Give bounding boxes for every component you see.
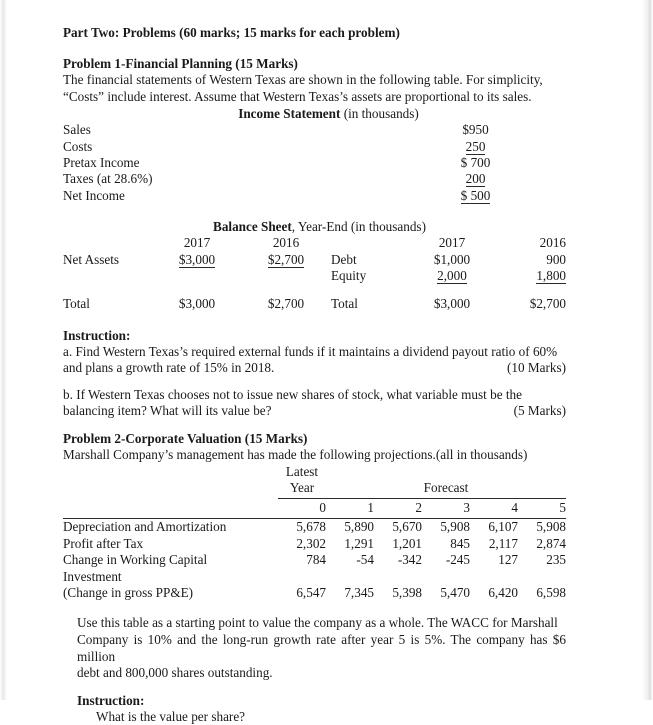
group-blank [518, 464, 566, 480]
income-statement-title-rest: (in thousands) [340, 106, 419, 122]
problem1-question-b-line2: balancing item? What will its value be? [63, 403, 272, 419]
table-row [63, 536, 566, 552]
balance-sheet-title-rest: , Year-End (in thousands) [291, 219, 426, 235]
row-value: 7,345 [344, 585, 374, 600]
column-header: 4 [511, 500, 518, 516]
balance-sheet-right-2016 [495, 268, 566, 285]
income-row-value [385, 122, 566, 138]
table-row [63, 296, 566, 313]
row-value [422, 569, 470, 585]
column-header: 3 [463, 500, 470, 516]
balance-sheet-left-2017-text: $3,000 [178, 251, 216, 267]
problem1-intro-line2: “Costs” include interest. Assume that Western Texas’s assets are proportional to its sales. [63, 88, 532, 104]
income-statement-title-bold: Income Statement [238, 106, 341, 122]
table-row [63, 552, 566, 568]
income-statement-table [63, 122, 566, 204]
problem1-question-a-marks: (10 Marks) [507, 360, 566, 376]
problem2-intro: Marshall Company’s management has made the following projections.(all in thousands) [63, 446, 528, 462]
balance-sheet-left-header-2017: 2017 [183, 235, 211, 251]
problem2-heading: Problem 2-Corporate Valuation (15 Marks) [63, 430, 308, 446]
income-row-value [385, 139, 566, 155]
balance-sheet-left-2017 [153, 252, 241, 269]
balance-sheet-left-label [63, 268, 153, 285]
row-label: Depreciation and Amortization [63, 519, 227, 535]
row-value: -342 [397, 552, 422, 568]
balance-sheet-title [63, 218, 566, 235]
row-value: 127 [498, 552, 518, 568]
column-header-corner [63, 499, 278, 517]
table-row [63, 519, 566, 536]
row-value: 6,420 [488, 585, 518, 600]
income-statement-title [63, 105, 566, 122]
group-label-forecast: Forecast [423, 479, 469, 495]
balance-sheet-right-2017: $3,000 [433, 296, 471, 311]
problem2-closing-line3: debt and 800,000 shares outstanding. [77, 665, 273, 681]
income-row-label: Sales [63, 122, 91, 138]
part-two-heading: Part Two: Problems (60 marks; 15 marks for each problem) [63, 25, 400, 40]
balance-sheet-spacer-row [63, 285, 566, 296]
problem2-group-latest-row [63, 464, 566, 480]
table-row [63, 171, 566, 187]
spacer-cell [331, 285, 409, 296]
problem2-projections-table [63, 464, 566, 602]
spacer-cell [409, 285, 495, 296]
table-row [63, 139, 566, 155]
row-label: Investment [63, 568, 122, 584]
problem1-heading: Problem 1-Financial Planning (15 Marks) [63, 56, 298, 71]
balance-sheet-right-2016-text: 1,800 [536, 268, 566, 284]
balance-sheet-left-2016-text: $2,700 [267, 251, 305, 267]
balance-sheet-left-2017: $3,000 [178, 296, 216, 311]
balance-sheet-corner [63, 235, 153, 252]
problem2-closing-block [63, 615, 566, 725]
row-label: (Change in gross PP&E) [63, 585, 194, 600]
balance-sheet-right-header-2016: 2016 [539, 235, 566, 251]
column-header: 1 [367, 500, 374, 516]
row-value: 5,398 [392, 585, 422, 600]
table-row [63, 155, 566, 171]
balance-sheet-left-label: Total [63, 296, 90, 311]
group-corner [63, 464, 278, 480]
balance-sheet-right-2017: $1,000 [433, 251, 471, 267]
income-row-label: Taxes (at 28.6%) [63, 171, 153, 187]
group-blank [374, 464, 422, 480]
income-row-label: Costs [63, 138, 93, 154]
row-value: 784 [306, 552, 326, 568]
income-row-value [385, 155, 566, 171]
balance-sheet-right-label: Total [331, 296, 358, 311]
row-value: 5,890 [344, 519, 374, 535]
income-row-value-text: $ 700 [460, 155, 491, 170]
problem1-instruction-heading: Instruction: [63, 327, 131, 343]
row-value: 235 [546, 552, 566, 568]
problem2-table-wrap [63, 464, 566, 602]
table-row [63, 122, 566, 138]
spacer-cell [63, 285, 153, 296]
income-row-value-text: 250 [465, 138, 486, 154]
problem2-closing-line2: Company is 10% and the long-run growth rate after year 5 is 5%. The company has $6 million [77, 632, 566, 664]
row-value [278, 569, 326, 585]
income-row-value-text: 200 [465, 171, 486, 187]
balance-sheet-left-label: Net Assets [63, 251, 120, 267]
balance-sheet-right-2017-text: 2,000 [437, 268, 467, 284]
problem1-question-a-line2: and plans a growth rate of 15% in 2018. [63, 360, 275, 376]
problem2-closing-line1: Use this table as a starting point to value the company as a whole. The WACC for Marshall [77, 615, 558, 631]
balance-sheet-left-2016 [241, 252, 331, 269]
group-blank [470, 464, 518, 480]
balance-sheet-left-2016: $2,700 [267, 296, 305, 311]
problem1-intro-line1: The financial statements of Western Texas are shown in the following table. For simplicity, [63, 72, 543, 87]
row-value: 5,670 [392, 519, 422, 535]
document-content [63, 24, 566, 725]
spacer-cell [495, 285, 566, 296]
table-row [63, 569, 566, 585]
row-value: 6,598 [536, 585, 566, 600]
balance-sheet-left-header-2016: 2016 [272, 235, 300, 251]
group-blank [326, 464, 374, 480]
row-value: 2,874 [536, 535, 566, 551]
row-label: Change in Working Capital [63, 552, 208, 568]
column-header: 5 [559, 500, 566, 516]
group-corner [63, 480, 278, 496]
balance-sheet-left-2017 [153, 268, 241, 285]
balance-sheet-left-2016 [241, 268, 331, 285]
row-value: 5,678 [296, 519, 326, 535]
balance-sheet-right-label: Equity [331, 268, 367, 284]
problem2-instruction-heading: Instruction: [77, 692, 145, 708]
problem1-question-b-marks: (5 Marks) [513, 403, 566, 419]
column-header: 0 [319, 500, 326, 516]
column-header: 2 [415, 500, 422, 516]
spacer-cell [153, 285, 241, 296]
problem1-question-a-line1: a. Find Western Texas’s required external funds if it maintains a dividend payout ratio of 60% [63, 343, 558, 359]
income-row-value-text: $ 500 [460, 187, 491, 203]
table-row [63, 188, 566, 204]
row-value: 6,107 [488, 519, 518, 535]
group-label-year: Year [289, 479, 315, 495]
income-row-value [385, 171, 566, 187]
row-value: 1,291 [344, 535, 374, 551]
problem1-question-b-line2-row [63, 403, 566, 420]
balance-sheet-table [63, 235, 566, 312]
row-value: 5,908 [440, 519, 470, 535]
balance-sheet-right-header-2017: 2017 [438, 235, 466, 251]
group-label-latest: Latest [285, 463, 319, 479]
problem1-question-a-line2-row [63, 360, 566, 377]
row-value: -245 [445, 552, 470, 568]
row-value [518, 569, 566, 585]
row-value [326, 569, 374, 585]
balance-sheet-title-bold: Balance Sheet [213, 219, 292, 235]
problem1-question-b-line1: b. If Western Texas chooses not to issue new shares of stock, what variable must be the [63, 386, 522, 402]
income-row-label: Net Income [63, 187, 125, 203]
row-value: -54 [356, 552, 374, 568]
row-value: 845 [450, 535, 470, 551]
balance-sheet-header-row [63, 235, 566, 252]
row-value: 2,302 [296, 535, 326, 551]
spacer-cell [241, 285, 331, 296]
row-value [374, 569, 422, 585]
problem2-column-header-row [63, 499, 566, 517]
table-row [63, 252, 566, 269]
income-row-value [385, 188, 566, 204]
row-value: 2,117 [488, 535, 518, 551]
balance-sheet-right-label: Debt [331, 251, 357, 267]
income-row-value-text: $950 [462, 122, 489, 138]
balance-sheet-right-2016: 900 [546, 251, 566, 267]
row-label: Profit after Tax [63, 535, 144, 551]
balance-sheet-right-2017 [409, 268, 495, 285]
problem2-group-year-forecast-row [63, 480, 566, 496]
income-row-label: Pretax Income [63, 155, 140, 170]
row-value: 5,908 [536, 519, 566, 535]
table-row [63, 585, 566, 601]
page-right-edge-shadow [642, 0, 653, 700]
group-blank [422, 464, 470, 480]
row-value: 1,201 [392, 535, 422, 551]
balance-sheet-right-corner [331, 235, 409, 252]
page-left-edge-shadow [0, 0, 7, 700]
problem2-question: What is the value per share? [96, 708, 246, 724]
row-value [470, 569, 518, 585]
row-value: 6,547 [296, 585, 326, 600]
table-row [63, 268, 566, 285]
row-value: 5,470 [440, 585, 470, 600]
balance-sheet-right-2016: $2,700 [529, 296, 566, 311]
